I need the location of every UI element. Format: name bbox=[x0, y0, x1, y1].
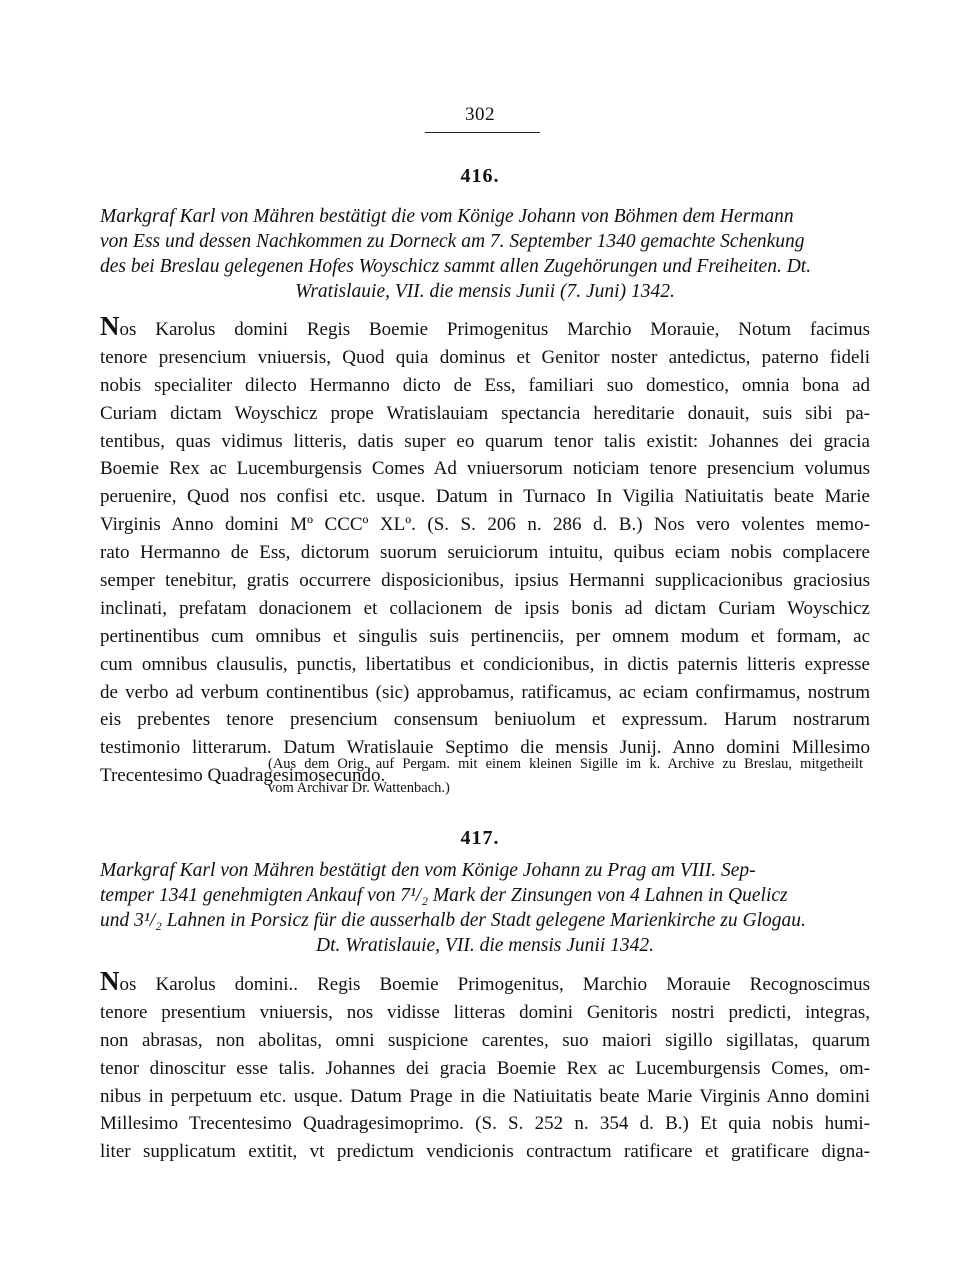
body-line: tenore presencium vniuersis, Quod quia dominus et Genitor noster antedictus, paterno fideli bbox=[100, 346, 870, 368]
body-line: Virginis Anno domini Mº CCCº XLº. (S. S. 206 n. 286 d. B.) Nos vero volentes memo- bbox=[100, 514, 870, 536]
body-line: testimonio litterarum. Datum Wratislauie Septimo die mensis Junij. Anno domini Millesimo bbox=[100, 737, 870, 759]
header-rule bbox=[425, 132, 540, 133]
heading-line: Markgraf Karl von Mähren bestätigt die vom Könige Johann von Böhmen dem Hermann bbox=[100, 206, 794, 227]
body-line: Millesimo Trecentesimo Quadragesimoprimo. (S. S. 252 n. 354 d. B.) Et quia nobis humi- bbox=[100, 1113, 870, 1135]
heading-line: Markgraf Karl von Mähren bestätigt den vom Könige Johann zu Prag am VIII. Sep- bbox=[100, 860, 756, 881]
body-line: semper tenebitur, gratis occurrere disposicionibus, ipsius Hermanni supplicacionibus graciosius bbox=[100, 570, 870, 592]
body-line: peruenire, Quod nos confisi etc. usque. Datum in Turnaco In Vigilia Natiuitatis beate Marie bbox=[100, 486, 870, 508]
document-417-heading bbox=[100, 858, 870, 958]
body-first-line bbox=[100, 311, 870, 344]
body-line: non abrasas, non abolitas, omni suspicione carentes, suo maiori sigillo sigillatas, quarum bbox=[100, 1029, 870, 1051]
initial-letter: N bbox=[100, 311, 120, 341]
body-line: eis prebentes tenore presencium consensum beniuolum et expressum. Harum nostrarum bbox=[100, 709, 870, 731]
document-416-body bbox=[100, 311, 870, 790]
initial-letter: N bbox=[100, 966, 120, 996]
page-number: 302 bbox=[465, 104, 495, 125]
document-417-body bbox=[100, 966, 870, 1166]
body-line: de verbo ad verbum continentibus (sic) approbamus, ratificamus, ac eciam confirmamus, nostrum bbox=[100, 681, 870, 703]
body-line: tenore presentium vniuersis, nos vidisse litteras domini Genitoris nostri predicti, integras, bbox=[100, 1001, 870, 1023]
body-line: tentibus, quas vidimus litteris, datis super eo quarum tenor talis existit: Johannes dei gracia bbox=[100, 430, 870, 452]
note-line: (Aus dem Orig. auf Pergam. mit einem kleinen Sigille im k. Archive zu Breslau, mitgetheilt bbox=[268, 756, 863, 772]
body-line: cum omnibus clausulis, punctis, libertatibus et condicionibus, in dictis paternis litteris expresse bbox=[100, 653, 870, 675]
body-line: inclinati, prefatam donacionem et collacionem de ipsis bonis ad dictam Curiam Woyschicz bbox=[100, 597, 870, 619]
note-line: vom Archivar Dr. Wattenbach.) bbox=[268, 780, 450, 796]
document-number-417: 417. bbox=[460, 827, 500, 849]
body-line: rato Hermanno de Ess, dictorum suorum seruiciorum intuitu, quibus eciam nobis complacere bbox=[100, 542, 870, 564]
heading-line: des bei Breslau gelegenen Hofes Woyschicz sammt allen Zugehörungen und Freiheiten. Dt. bbox=[100, 256, 812, 277]
heading-line: Dt. Wratislauie, VII. die mensis Junii 1342. bbox=[316, 935, 654, 956]
heading-line: temper 1341 genehmigten Ankauf von 7¹/₂ Mark der Zinsungen von 4 Lahnen in Quelicz bbox=[100, 885, 788, 906]
body-line: pertinentibus cum omnibus et singulis suis pertinenciis, per omnem modum et formam, ac bbox=[100, 625, 870, 647]
source-note-416 bbox=[268, 752, 863, 800]
heading-line: Wratislauie, VII. die mensis Junii (7. Juni) 1342. bbox=[295, 281, 675, 302]
body-line: liter supplicatum extitit, vt predictum vendicionis contractum ratificare et gratificare digna- bbox=[100, 1141, 870, 1163]
first-line-text: os Karolus domini Regis Boemie Primogenitus Marchio Morauie, Notum facimus bbox=[119, 319, 870, 340]
body-line: nibus in perpetuum etc. usque. Datum Prage in die Natiuitatis beate Marie Virginis Anno domini bbox=[100, 1085, 870, 1107]
first-line-text: os Karolus domini.. Regis Boemie Primogenitus, Marchio Morauie Recognoscimus bbox=[119, 974, 870, 995]
body-line: Curiam dictam Woyschicz prope Wratislauiam spectancia hereditarie donauit, suis sibi pa- bbox=[100, 402, 870, 424]
body-line: nobis specialiter dilecto Hermanno dicto de Ess, familiari suo domestico, omnia bona ad bbox=[100, 374, 870, 396]
heading-line: und 3¹/₂ Lahnen in Porsicz für die ausserhalb der Stadt gelegene Marienkirche zu Glogau. bbox=[100, 910, 806, 931]
document-416-heading bbox=[100, 204, 870, 304]
body-first-line bbox=[100, 966, 870, 999]
body-line: tenor dinoscitur esse talis. Johannes dei gracia Boemie Rex ac Lucemburgensis Comes, om- bbox=[100, 1057, 870, 1079]
body-line: Boemie Rex ac Lucemburgensis Comes Ad vniuersorum noticiam tenore presencium volumus bbox=[100, 458, 870, 480]
body-line: Trecentesimo Quadragesimosecundo. bbox=[100, 765, 386, 787]
heading-line: von Ess und dessen Nachkommen zu Dorneck am 7. September 1340 gemachte Schenkung bbox=[100, 231, 805, 252]
document-number-416: 416. bbox=[460, 165, 500, 187]
